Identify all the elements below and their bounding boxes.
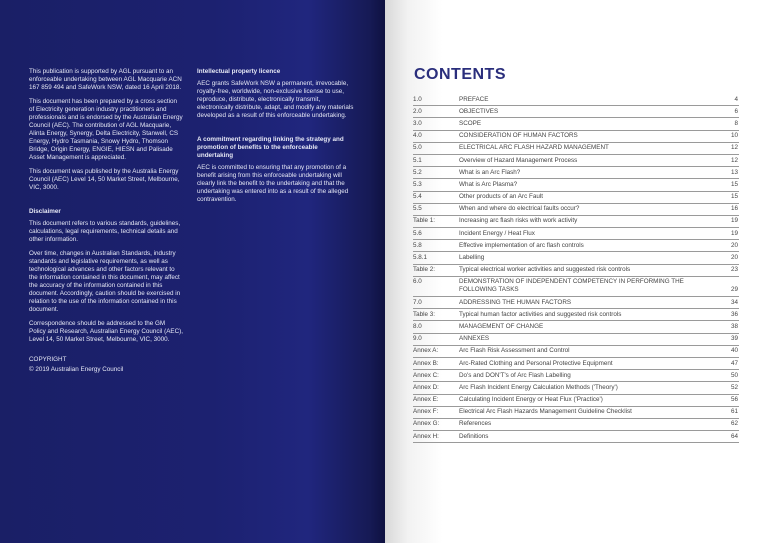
published-paragraph: This document was published by the Australia Energy Council (AEC) Level 14, 50 Market Street, Melbourne, VIC, 3000.: [29, 168, 180, 191]
toc-row[interactable]: [413, 240, 739, 252]
toc-number: Annex D:: [413, 383, 439, 391]
commitment-heading: A commitment regarding linking the strategy and promotion of benefits to the enforceable undertaking: [197, 136, 344, 159]
toc-number: Annex F:: [413, 408, 439, 416]
toc-page-number: 15: [730, 180, 738, 188]
toc-number: Annex H:: [413, 432, 439, 440]
toc-row[interactable]: [413, 419, 739, 431]
toc-title: Increasing arc flash risks with work activity: [459, 217, 578, 225]
toc-number: 8.0: [413, 322, 422, 330]
toc-page-number: 20: [730, 254, 738, 262]
toc-title: What is Arc Plasma?: [459, 180, 518, 188]
toc-title: Other products of an Arc Fault: [459, 193, 543, 201]
disclaimer-paragraph-2: Over time, changes in Australian Standards, industry standards and legislative requirements, as well as technological advances and other factors relevant to the information contained in this document, may affect the accuracy of the information contained in this document. Accordingly, caution should be exercised in relation to the use of the information contained in this document.: [29, 250, 181, 313]
toc-number: Table 1:: [413, 217, 436, 225]
toc-title: References: [459, 420, 492, 428]
toc-number: 9.0: [413, 335, 422, 343]
toc-number: 2.0: [413, 107, 422, 115]
toc-row[interactable]: [413, 382, 739, 394]
toc-number: Annex A:: [413, 347, 439, 355]
toc-page-number: 8: [734, 119, 738, 127]
table-of-contents: [413, 94, 739, 443]
toc-number: Table 2:: [413, 266, 436, 274]
toc-title: Definitions: [459, 432, 489, 440]
ip-licence-paragraph: AEC grants SafeWork NSW a permanent, irrevocable, royalty-free, worldwide, non-exclusive license to use, reproduce, distribute, electronically transmit, electronically distribute, adapt, and modify any materials developed as a result of this enforceable undertaking.: [197, 80, 354, 119]
toc-row[interactable]: [413, 192, 739, 204]
copyright-label: COPYRIGHT: [29, 356, 67, 363]
toc-page-number: 12: [730, 156, 738, 164]
toc-title: Incident Energy / Heat Flux: [459, 229, 535, 237]
toc-page-number: 19: [730, 217, 738, 225]
toc-page-number: 29: [730, 286, 738, 294]
toc-title: When and where do electrical faults occur?: [459, 205, 580, 213]
toc-number: 5.4: [413, 193, 422, 201]
toc-title: Overview of Hazard Management Process: [459, 156, 578, 164]
toc-title: Effective implementation of arc flash controls: [459, 241, 584, 249]
toc-page-number: 61: [730, 408, 738, 416]
toc-title: Do's and DON'T's of Arc Flash Labelling: [459, 371, 571, 379]
correspondence-paragraph: Correspondence should be addressed to the GM Policy and Research, Australian Energy Council (AEC), Level 14, 50 Market Street, Melbourne, VIC, 3000.: [29, 320, 183, 343]
toc-title: Calculating Incident Energy or Heat Flux ('Practice'): [459, 396, 603, 404]
toc-row[interactable]: [413, 94, 739, 106]
toc-number: 5.3: [413, 180, 422, 188]
toc-page-number: 13: [730, 168, 738, 176]
toc-title: Arc-Rated Clothing and Personal Protective Equipment: [459, 359, 613, 367]
toc-row[interactable]: [413, 228, 739, 240]
toc-number: 5.8.1: [413, 254, 428, 262]
toc-title: DEMONSTRATION OF INDEPENDENT COMPETENCY IN PERFORMING THE FOLLOWING TASKS: [459, 278, 684, 294]
toc-page-number: 23: [730, 266, 738, 274]
toc-page-number: 64: [730, 432, 738, 440]
toc-number: 7.0: [413, 298, 422, 306]
toc-title: OBJECTIVES: [459, 107, 499, 115]
left-column-2: [197, 68, 355, 210]
toc-row[interactable]: [413, 155, 739, 167]
toc-row[interactable]: [413, 131, 739, 143]
toc-number: Annex B:: [413, 359, 439, 367]
toc-row[interactable]: [413, 321, 739, 333]
toc-number: 5.2: [413, 168, 422, 176]
toc-row[interactable]: [413, 407, 739, 419]
toc-page-number: 16: [730, 205, 738, 213]
toc-title: ADDRESSING THE HUMAN FACTORS: [459, 298, 572, 306]
toc-page-number: 38: [730, 322, 738, 330]
toc-title: Arc Flash Risk Assessment and Control: [459, 347, 570, 355]
toc-row[interactable]: [413, 216, 739, 228]
toc-row[interactable]: [413, 334, 739, 346]
toc-title: What is an Arc Flash?: [459, 168, 521, 176]
toc-page-number: 50: [730, 371, 738, 379]
toc-page-number: 62: [730, 420, 738, 428]
toc-row[interactable]: [413, 179, 739, 191]
toc-page-number: 34: [730, 298, 738, 306]
toc-number: 6.0: [413, 278, 422, 286]
left-column-1: [29, 68, 183, 380]
toc-number: Table 3:: [413, 310, 436, 318]
toc-row[interactable]: [413, 265, 739, 277]
toc-title: Typical electrical worker activities and suggested risk controls: [459, 266, 631, 274]
toc-number: 5.8: [413, 241, 422, 249]
toc-row[interactable]: [413, 346, 739, 358]
copyright-text: © 2019 Australian Energy Council: [29, 366, 124, 373]
toc-title: Typical human factor activities and suggested risk controls: [459, 310, 622, 318]
toc-page-number: 36: [730, 310, 738, 318]
toc-row[interactable]: [413, 309, 739, 321]
toc-page-number: 19: [730, 229, 738, 237]
toc-title: Arc Flash Incident Energy Calculation Methods ('Theory'): [459, 383, 618, 391]
toc-row[interactable]: [413, 297, 739, 309]
toc-page-number: 10: [730, 132, 738, 140]
toc-page-number: 20: [730, 241, 738, 249]
toc-number: 1.0: [413, 95, 422, 103]
toc-title: PREFACE: [459, 95, 489, 103]
toc-number: 5.1: [413, 156, 422, 164]
toc-title: Labelling: [459, 254, 485, 262]
toc-number: 5.5: [413, 205, 422, 213]
toc-page-number: 39: [730, 335, 738, 343]
toc-row[interactable]: [413, 431, 739, 443]
toc-title: MANAGEMENT OF CHANGE: [459, 322, 544, 330]
prepared-paragraph: This document has been prepared by a cross section of Electricity generation industry practitioners and professionals and is endorsed by the Australian Energy Council (AEC). The contribution of AGL Macquarie, Alinta Energy, Synergy, Delta Electricity, Stanwell, CS Energy, Hydro Tasmania, Snowy Hydro, Thomson Bridge, Origin Energy, ENGIE, HIESN and Palisade Asset Management is appreciated.: [29, 98, 183, 161]
toc-number: 5.6: [413, 229, 422, 237]
support-paragraph: This publication is supported by AGL pursuant to an enforceable undertaking between AGL Macquarie ACN 167 859 494 and SafeWork NSW, dated 16 April 2018.: [29, 68, 182, 91]
toc-row[interactable]: [413, 143, 739, 155]
toc-page-number: 15: [730, 193, 738, 201]
toc-row[interactable]: [413, 370, 739, 382]
toc-page-number: 12: [730, 144, 738, 152]
toc-row[interactable]: [413, 252, 739, 264]
commitment-paragraph: AEC is committed to ensuring that any promotion of a benefit arising from this enforceable undertaking will clearly link the benefit to the undertaking and that the undertaking was entered into as a result of the alleged contravention.: [197, 164, 349, 203]
toc-number: Annex G:: [413, 420, 440, 428]
toc-number: 4.0: [413, 132, 422, 140]
contents-title: CONTENTS: [414, 66, 506, 83]
toc-page-number: 4: [734, 95, 738, 103]
toc-title: CONSIDERATION OF HUMAN FACTORS: [459, 132, 578, 140]
toc-page-number: 52: [730, 383, 738, 391]
toc-row[interactable]: [413, 395, 739, 407]
toc-title: ANNEXES: [459, 335, 490, 343]
toc-title: Electrical Arc Flash Hazards Management Guideline Checklist: [459, 408, 632, 416]
toc-number: Annex E:: [413, 396, 439, 404]
toc-page-number: 47: [730, 359, 738, 367]
toc-row[interactable]: [413, 106, 739, 118]
toc-page-number: 40: [730, 347, 738, 355]
toc-page-number: 6: [734, 107, 738, 115]
toc-row[interactable]: [413, 118, 739, 130]
disclaimer-heading: Disclaimer: [29, 208, 61, 215]
toc-page-number: 56: [730, 396, 738, 404]
toc-number: 3.0: [413, 119, 422, 127]
toc-row[interactable]: [413, 358, 739, 370]
ip-licence-heading: Intellectual property licence: [197, 68, 281, 75]
toc-row[interactable]: [413, 277, 739, 297]
toc-title: ELECTRICAL ARC FLASH HAZARD MANAGEMENT: [459, 144, 609, 152]
toc-number: Annex C:: [413, 371, 439, 379]
disclaimer-paragraph-1: This document refers to various standards, guidelines, calculations, legal requirements, technical details and other information.: [29, 220, 181, 243]
toc-number: 5.0: [413, 144, 422, 152]
toc-title: SCOPE: [459, 119, 482, 127]
toc-row[interactable]: [413, 167, 739, 179]
toc-row[interactable]: [413, 204, 739, 216]
